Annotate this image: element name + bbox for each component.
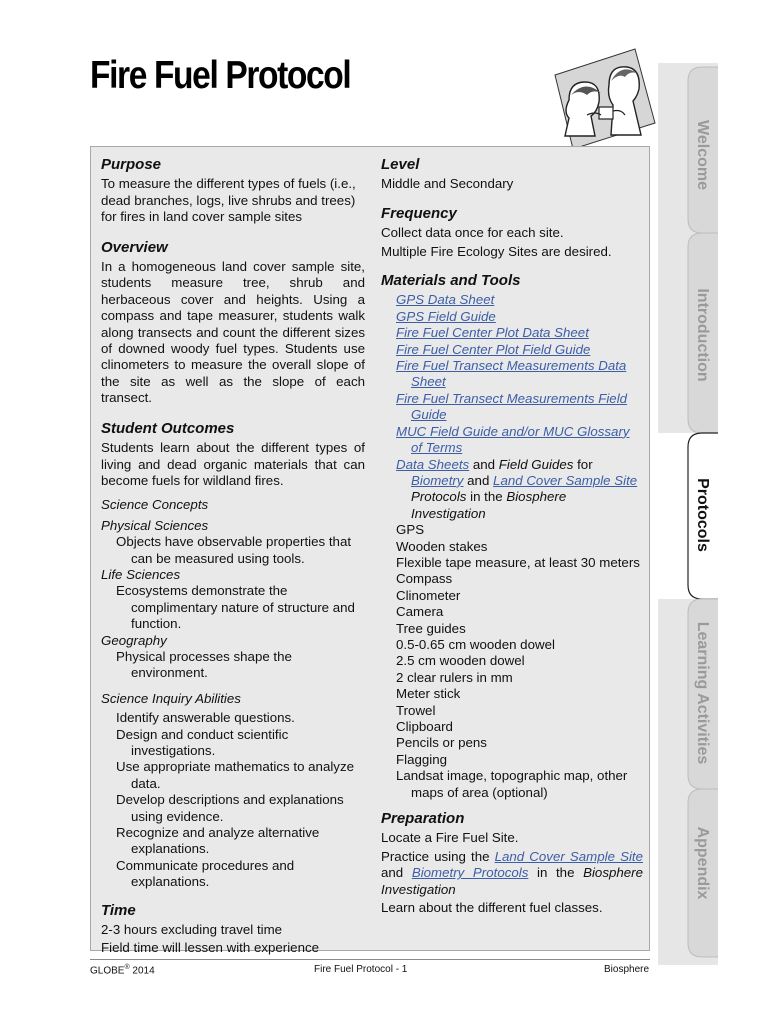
preparation-line-2 <box>381 849 643 898</box>
time-heading: Time <box>101 901 136 919</box>
preparation-line-1: Locate a Fire Fuel Site. <box>381 830 519 846</box>
outcomes-heading: Student Outcomes <box>101 419 235 437</box>
data-sheets-line <box>381 457 643 523</box>
frequency-line-1: Collect data once for each site. <box>381 225 564 241</box>
material-item: Clipboard <box>396 719 453 734</box>
tab-protocols[interactable]: Protocols <box>694 478 711 552</box>
gps-data-sheet-link[interactable]: GPS Data Sheet <box>396 292 495 308</box>
footer-year: 2014 <box>129 965 155 977</box>
frequency-heading: Frequency <box>381 204 457 222</box>
purpose-text: To measure the different types of fuels (i.e., dead branches, logs, live shrubs and trees) for fires in land cover sample sites <box>101 176 356 225</box>
footer-copyright <box>90 964 155 976</box>
geography-label: Geography <box>101 632 167 648</box>
tab-appendix[interactable]: Appendix <box>694 826 711 900</box>
footer-divider <box>90 959 650 960</box>
biosphere-investigation-text: Biosphere Investigation <box>381 865 643 897</box>
material-item: GPS <box>396 522 425 538</box>
material-item: 0.5-0.65 cm wooden dowel <box>396 636 555 652</box>
transect-data-sheet-link[interactable]: Fire Fuel Transect Measurements Data Sheet <box>396 358 627 390</box>
life-sciences-label: Life Sciences <box>101 566 181 582</box>
level-text: Middle and Secondary <box>381 176 514 192</box>
muc-field-guide-link[interactable]: MUC Field Guide <box>396 423 498 439</box>
inquiry-item: Recognize and analyze alternative explanations. <box>116 825 320 857</box>
footer-page-label: Fire Fuel Protocol - 1 <box>314 964 408 975</box>
material-item: Meter stick <box>396 686 461 702</box>
material-item: Compass <box>396 571 453 587</box>
footer-registered-mark: ® <box>124 964 130 971</box>
and-text: and <box>463 472 494 488</box>
field-guides-text: Field Guides <box>498 456 574 472</box>
material-item: Clinometer <box>396 587 461 603</box>
geography-item: Physical processes shape the environment. <box>116 648 292 681</box>
inquiry-item: Communicate procedures and explanations. <box>116 857 295 890</box>
muc-glossary-link[interactable]: MUC Glossary of Terms <box>411 423 630 456</box>
right-column <box>381 157 643 916</box>
material-item: Camera <box>396 604 444 620</box>
gps-field-guide-link[interactable]: GPS Field Guide <box>396 308 496 324</box>
footer-section: Biosphere <box>604 964 650 975</box>
material-item: Flexible tape measure, at least 30 meters <box>396 554 640 570</box>
tab-welcome[interactable]: Welcome <box>694 120 711 190</box>
material-item: Flagging <box>396 751 448 767</box>
footer-globe: GLOBE <box>90 965 125 977</box>
level-heading: Level <box>381 156 420 173</box>
material-item: Trowel <box>396 702 436 718</box>
overview-heading: Overview <box>101 238 168 256</box>
inquiry-item: Design and conduct scientific investigations. <box>116 726 289 758</box>
and-text: and <box>381 865 412 881</box>
page-title: Fire Fuel Protocol <box>90 54 351 97</box>
inquiry-item: Identify answerable questions. <box>116 710 295 726</box>
held-object <box>599 107 613 119</box>
inquiry-item: Use appropriate mathematics to analyze data. <box>116 759 354 791</box>
material-item: Tree guides <box>396 620 466 636</box>
material-item: Wooden stakes <box>396 538 488 554</box>
material-item: Landsat image, topographic map, other maps of area (optional) <box>396 768 628 800</box>
transect-field-guide-link[interactable]: Fire Fuel Transect Measurements Field Guide <box>396 390 628 423</box>
preparation-heading: Preparation <box>381 810 465 828</box>
preparation-line-3: Learn about the different fuel classes. <box>381 900 603 916</box>
in-the-text: in the <box>528 865 584 881</box>
in-the-text: in the <box>466 489 507 505</box>
physical-sciences-label: Physical Sciences <box>101 517 209 533</box>
life-sciences-item: Ecosystems demonstrate the complimentary nature of structure and function. <box>116 583 355 632</box>
practice-text: Practice using the <box>381 848 495 864</box>
land-cover-sample-site-link[interactable]: Land Cover Sample Site <box>493 472 638 488</box>
material-item: 2.5 cm wooden dowel <box>396 653 525 669</box>
materials-heading: Materials and Tools <box>381 272 521 290</box>
biometry-protocols-link[interactable]: Biometry Protocols <box>411 865 529 881</box>
content-panel <box>90 146 650 956</box>
left-column <box>101 157 365 957</box>
students-illustration <box>547 45 659 150</box>
frequency-line-2: Multiple Fire Ecology Sites are desired. <box>381 243 612 259</box>
muc-line <box>381 424 643 457</box>
purpose-heading: Purpose <box>101 156 162 173</box>
tab-learning-activities[interactable]: Learning Activities <box>694 621 711 765</box>
tab-introduction[interactable]: Introduction <box>694 288 711 382</box>
time-line-1: 2-3 hours excluding travel time <box>101 922 283 938</box>
material-item: 2 clear rulers in mm <box>396 669 513 685</box>
overview-text: In a homogeneous land cover sample site, students measure tree, shrub and herbaceous cover and heights. Using a compass and tape measurer, students walk along transects and count the different sizes of downed woody fuel types. Students use clinometers to measure the overall slope of the site as well as the slope of each transect. <box>101 259 365 406</box>
section-tabs <box>658 63 718 965</box>
muc-and-text: and/or <box>497 423 544 439</box>
physical-sciences-item: Objects have observable properties that can be measured using tools. <box>116 534 352 566</box>
time-line-2: Field time will lessen with experience <box>101 940 320 956</box>
outcomes-text: Students learn about the different types of living and dead organic materials that can become fuels for wildland fires. <box>101 440 365 488</box>
biosphere-investigation-text: Biosphere Investigation <box>411 489 567 521</box>
data-sheets-link[interactable]: Data Sheets <box>396 456 470 472</box>
center-plot-field-guide-link[interactable]: Fire Fuel Center Plot Field Guide <box>396 341 591 357</box>
inquiry-item: Develop descriptions and explanations using evidence. <box>116 792 344 824</box>
protocols-text: Protocols <box>411 489 467 505</box>
and-text: and <box>469 456 499 472</box>
material-item: Pencils or pens <box>396 735 487 751</box>
inquiry-label: Science Inquiry Abilities <box>101 690 241 706</box>
land-cover-sample-site-link[interactable]: Land Cover Sample Site <box>494 848 643 864</box>
science-concepts-label: Science Concepts <box>101 497 209 513</box>
for-text: for <box>573 456 593 472</box>
center-plot-data-sheet-link[interactable]: Fire Fuel Center Plot Data Sheet <box>396 325 589 341</box>
biometry-link[interactable]: Biometry <box>411 472 464 488</box>
